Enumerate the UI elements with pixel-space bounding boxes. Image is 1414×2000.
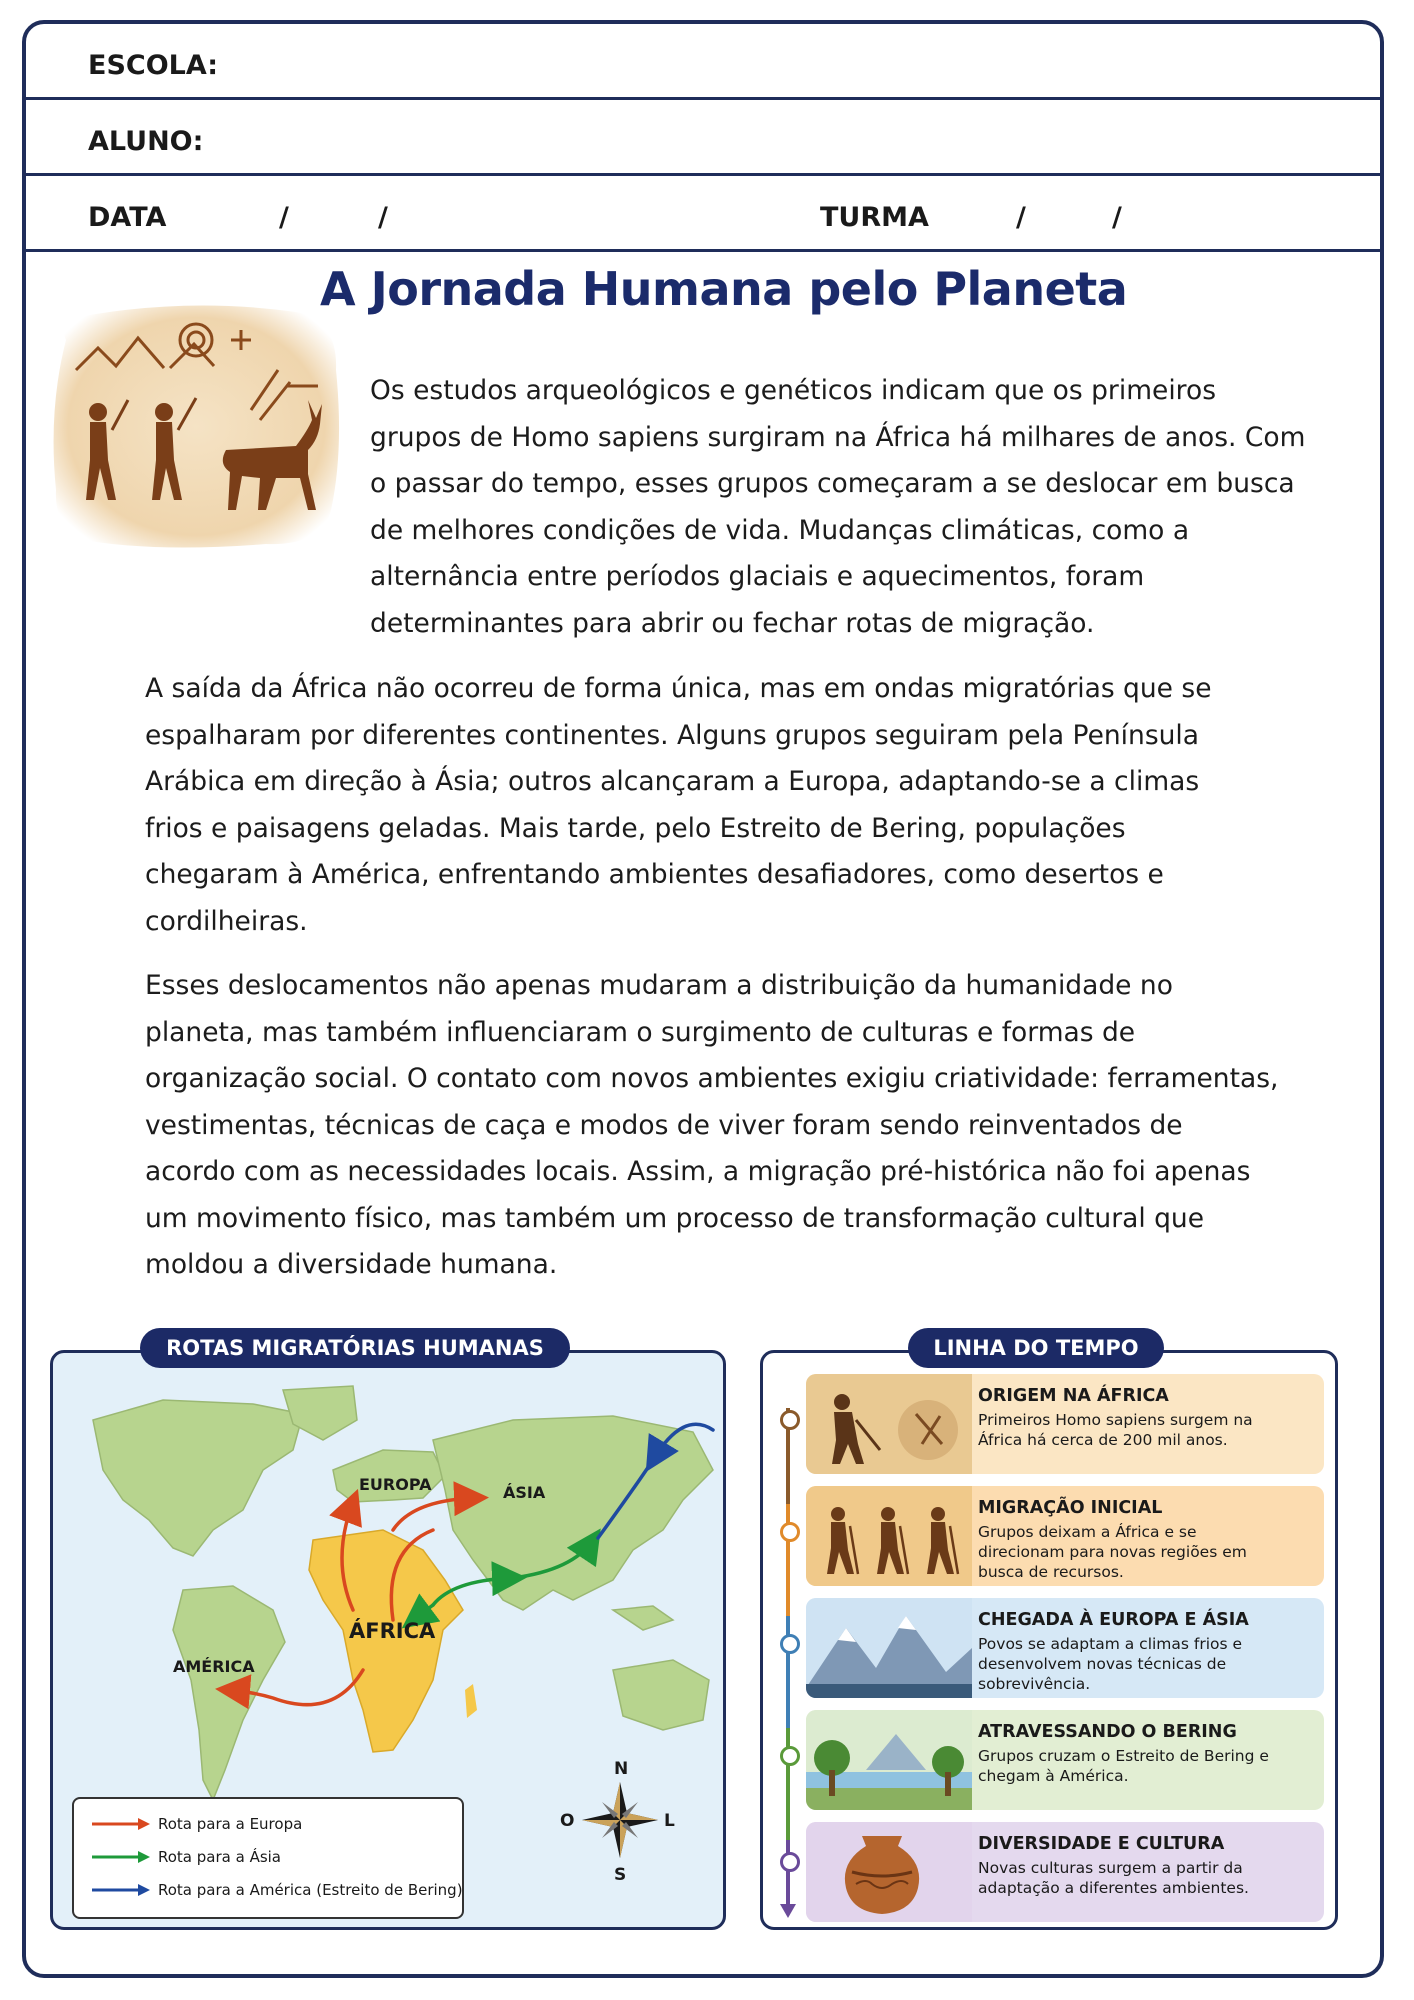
map-title-badge: ROTAS MIGRATÓRIAS HUMANAS — [140, 1328, 570, 1368]
timeline-item-origin — [806, 1374, 1324, 1474]
compass-s: S — [614, 1865, 627, 1885]
legend-label-europe: Rota para a Europa — [158, 1815, 303, 1833]
timeline-item-title: CHEGADA À EUROPA E ÁSIA — [978, 1610, 1249, 1630]
timeline-dot — [780, 1852, 800, 1872]
school-row[interactable] — [26, 24, 1380, 100]
class-label: TURMA — [820, 202, 929, 233]
paragraph-3-line: vestimentas, técnicas de caça e modos de viver foram sendo reinventados de — [145, 1109, 1183, 1141]
paragraph-3-line: um movimento físico, mas também um processo de transformação cultural que — [145, 1202, 1205, 1234]
timeline-item-europe-asia — [806, 1598, 1324, 1698]
paragraph-2-line: cordilheiras. — [145, 905, 308, 937]
map-label-asia: ÁSIA — [503, 1483, 546, 1502]
compass-e: L — [664, 1811, 675, 1831]
map-label-america: AMÉRICA — [173, 1657, 255, 1676]
clay-pot-illustration — [806, 1822, 972, 1922]
paragraph-3-line: acordo com as necessidades locais. Assim, a migração pré-histórica não foi apenas — [145, 1156, 1251, 1187]
timeline-item-desc: Grupos cruzam o Estreito de Bering e chegam à América. — [978, 1747, 1269, 1785]
paragraph-3-line: planeta, mas também influenciaram o surgimento de culturas e formas de — [145, 1016, 1136, 1048]
intro-line: de melhores condições de vida. Mudanças climáticas, como a — [370, 514, 1190, 546]
page-title: A Jornada Humana pelo Planeta — [320, 262, 1128, 316]
date-label: DATA — [88, 202, 167, 233]
paragraph-3-line: Esses deslocamentos não apenas mudaram a distribuição da humanidade no — [145, 970, 1173, 1001]
legend-label-america: Rota para a América (Estreito de Bering) — [158, 1881, 463, 1899]
intro-line: grupos de Homo sapiens surgiram na África há milhares de anos. Com — [370, 421, 1306, 453]
paragraph-2-line: chegaram à América, enfrentando ambientes desafiadores, como desertos e — [145, 859, 1164, 890]
timeline-dot — [780, 1410, 800, 1430]
origin-illustration — [806, 1374, 972, 1474]
paragraph-3 — [145, 963, 1278, 1289]
school-label: ESCOLA: — [88, 50, 219, 81]
map-label-europe: EUROPA — [359, 1475, 432, 1494]
paragraph-2 — [145, 666, 1212, 945]
mountains-illustration — [806, 1598, 972, 1698]
date-slash-2: / — [378, 202, 388, 233]
timeline-item-title: ATRAVESSANDO O BERING — [978, 1722, 1237, 1742]
date-class-row[interactable] — [26, 176, 1380, 252]
map-label-africa: ÁFRICA — [349, 1619, 436, 1643]
forest-strait-illustration — [806, 1710, 972, 1810]
paragraph-2-line: Arábica em direção à Ásia; outros alcançaram a Europa, adaptando-se a climas — [145, 766, 1200, 797]
timeline-axis — [776, 1400, 806, 1920]
intro-line: determinantes para abrir ou fechar rotas de migração. — [370, 607, 1095, 639]
intro-paragraph — [370, 368, 1305, 647]
legend-label-asia: Rota para a Ásia — [158, 1848, 282, 1866]
paragraph-2-line: espalharam por diferentes continentes. Alguns grupos seguiram pela Península — [145, 719, 1200, 751]
paragraph-3-line: moldou a diversidade humana. — [145, 1249, 558, 1280]
timeline-item-migration — [806, 1486, 1324, 1586]
date-slash-1: / — [279, 202, 289, 233]
walking-people-illustration — [806, 1486, 972, 1586]
timeline-item-desc: Grupos deixam a África e se direcionam para novas regiões em busca de recursos. — [978, 1523, 1247, 1581]
timeline-item-title: ORIGEM NA ÁFRICA — [978, 1386, 1169, 1406]
class-slash-1: / — [1016, 202, 1026, 233]
class-slash-2: / — [1112, 202, 1122, 233]
paragraph-3-line: organização social. O contato com novos ambientes exigiu criatividade: ferramentas, — [145, 1063, 1279, 1094]
intro-line: Os estudos arqueológicos e genéticos indicam que os primeiros — [370, 375, 1217, 406]
timeline-item-title: DIVERSIDADE E CULTURA — [978, 1834, 1225, 1854]
intro-line: alternância entre períodos glaciais e aquecimentos, foram — [370, 561, 1145, 592]
map-legend — [72, 1797, 464, 1919]
compass-n: N — [614, 1759, 629, 1779]
timeline-item-desc: Povos se adaptam a climas frios e desenvolvem novas técnicas de sobrevivência. — [978, 1635, 1243, 1693]
timeline-item-title: MIGRAÇÃO INICIAL — [978, 1498, 1163, 1518]
compass-rose-icon — [560, 1759, 675, 1885]
paragraph-2-line: A saída da África não ocorreu de forma única, mas em ondas migratórias que se — [145, 673, 1212, 704]
timeline-dot — [780, 1522, 800, 1542]
cave-painting-illustration — [46, 300, 346, 552]
intro-line: o passar do tempo, esses grupos começaram a se deslocar em busca — [370, 468, 1295, 499]
paragraph-2-line: frios e paisagens geladas. Mais tarde, pelo Estreito de Bering, populações — [145, 812, 1126, 844]
compass-w: O — [560, 1811, 575, 1831]
student-row[interactable] — [26, 100, 1380, 176]
timeline-item-culture — [806, 1822, 1324, 1922]
student-label: ALUNO: — [88, 126, 204, 157]
timeline-item-desc: Novas culturas surgem a partir da adaptação a diferentes ambientes. — [978, 1859, 1249, 1897]
timeline-item-bering — [806, 1710, 1324, 1810]
timeline-title-badge: LINHA DO TEMPO — [908, 1328, 1164, 1368]
timeline-dot — [780, 1634, 800, 1654]
timeline-dot — [780, 1746, 800, 1766]
timeline-item-desc: Primeiros Homo sapiens surgem na África há cerca de 200 mil anos. — [978, 1411, 1253, 1449]
